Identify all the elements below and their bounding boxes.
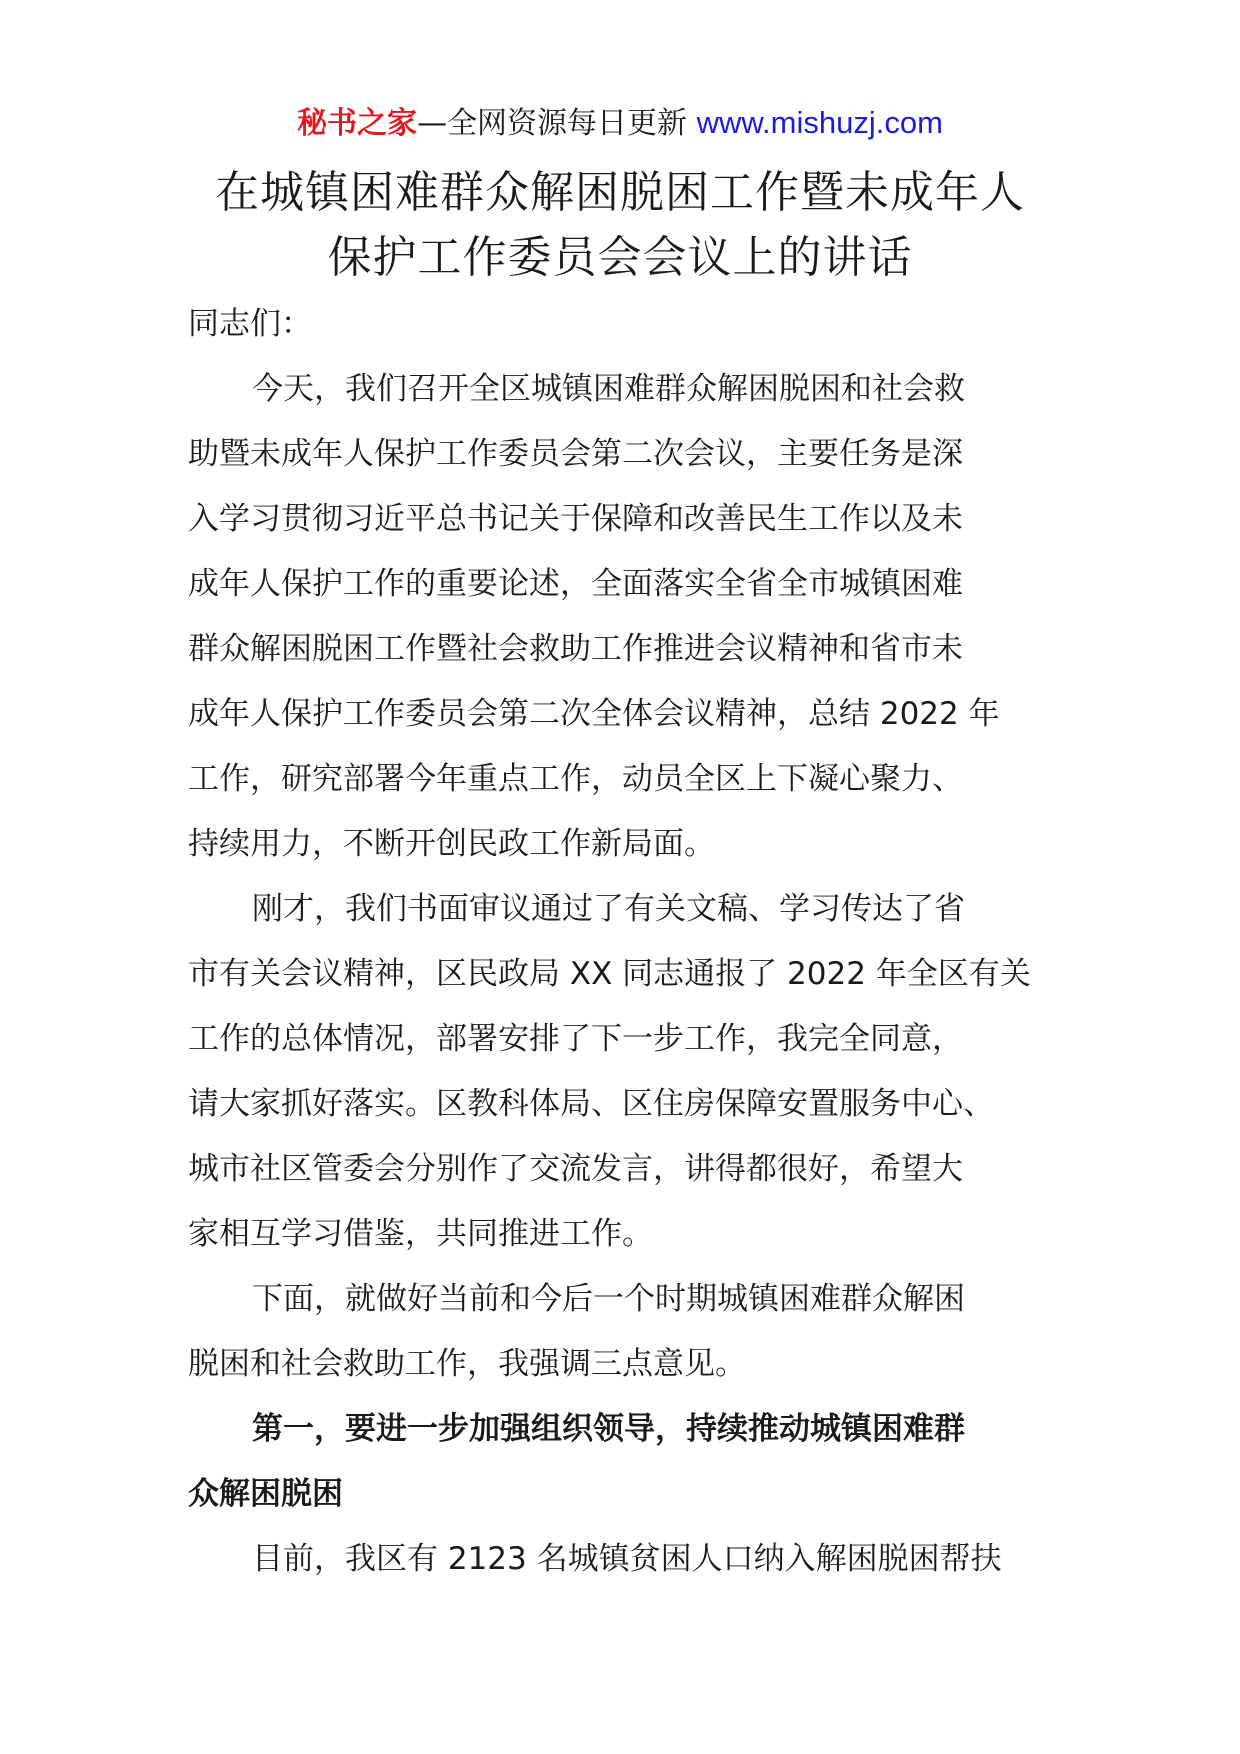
page-header (0, 103, 1240, 144)
text-line: 请大家抓好落实。区教科体局、区住房保障安置服务中心、 (188, 1086, 994, 1122)
paragraph-review (188, 877, 1060, 1267)
text-line: 群众解困脱困工作暨社会救助工作推进会议精神和省市未 (188, 631, 963, 667)
text-line: 市有关会议精神，区民政局 XX 同志通报了 2022 年全区有关 (188, 956, 1031, 992)
text-line: 家相互学习借鉴，共同推进工作。 (188, 1216, 653, 1252)
text-line: 刚才，我们书面审议通过了有关文稿、学习传达了省 (252, 891, 965, 927)
text-line: 助暨未成年人保护工作委员会第二次会议，主要任务是深 (188, 436, 963, 472)
heading-line: 众解困脱困 (188, 1476, 343, 1512)
paragraph-current-status (188, 1527, 1060, 1592)
website-link[interactable]: www.mishuzj.com (696, 105, 943, 140)
text-line: 入学习贯彻习近平总书记关于保障和改善民生工作以及未 (188, 501, 963, 537)
text-line: 脱困和社会救助工作，我强调三点意见。 (188, 1346, 746, 1382)
section-heading-1 (188, 1397, 1060, 1527)
text-line: 目前，我区有 2123 名城镇贫困人口纳入解困脱困帮扶 (252, 1541, 1002, 1577)
text-line: 成年人保护工作的重要论述，全面落实全省全市城镇困难 (188, 566, 963, 602)
title-line-2: 保护工作委员会会议上的讲话 (327, 232, 913, 283)
text-line: 持续用力，不断开创民政工作新局面。 (188, 826, 715, 862)
text-line: 成年人保护工作委员会第二次全体会议精神，总结 2022 年 (188, 696, 1000, 732)
text-line: 工作，研究部署今年重点工作，动员全区上下凝心聚力、 (188, 761, 963, 797)
text-line: 工作的总体情况，部署安排了下一步工作，我完全同意， (188, 1021, 963, 1057)
text-line: 城市社区管委会分别作了交流发言，讲得都很好，希望大 (188, 1151, 963, 1187)
paragraph-opening (188, 357, 1060, 877)
document-body (188, 292, 1060, 1592)
paragraph-intro (188, 1267, 1060, 1397)
heading-line: 第一，要进一步加强组织领导，持续推动城镇困难群 (252, 1411, 965, 1447)
title-line-1: 在城镇困难群众解困脱困工作暨未成年人 (215, 167, 1025, 218)
header-tagline: —全网资源每日更新 (417, 106, 688, 141)
text-line: 下面，就做好当前和今后一个时期城镇困难群众解困 (252, 1281, 965, 1317)
brand-name: 秘书之家 (297, 106, 418, 141)
salutation: 同志们： (188, 306, 312, 342)
text-line: 今天，我们召开全区城镇困难群众解困脱困和社会救 (252, 371, 965, 407)
document-title (160, 160, 1080, 290)
